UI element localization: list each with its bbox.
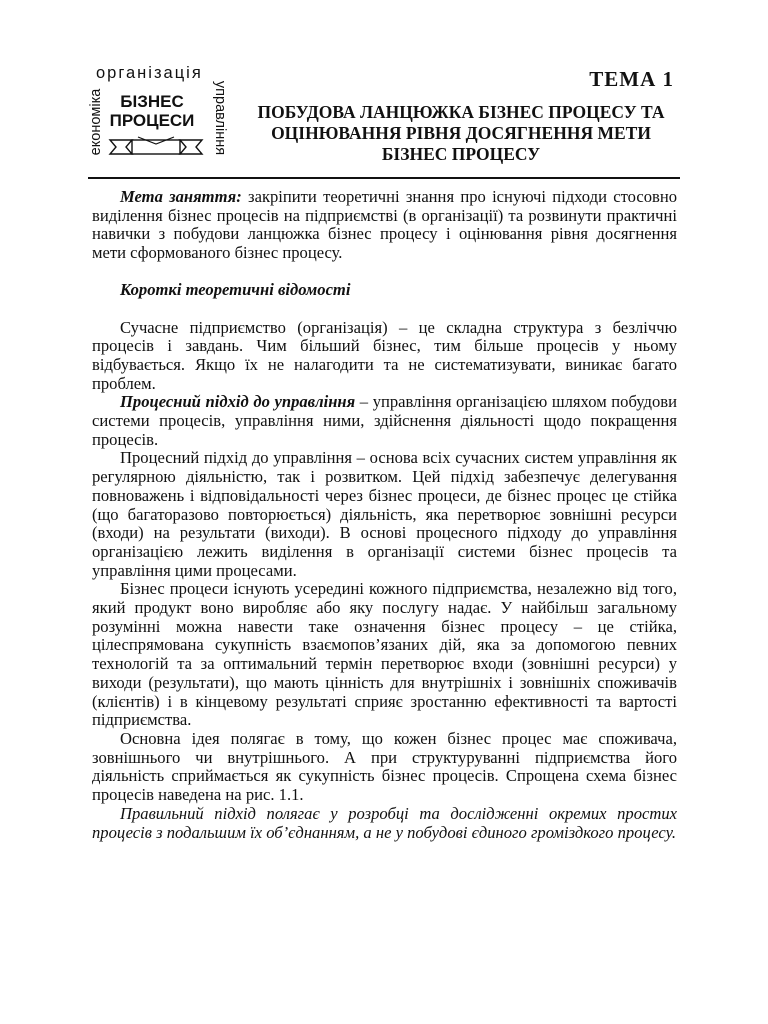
paragraph-4: Бізнес процеси існують усередині кожного підприємства, незалежно від того, який продукт воно виробляє або яку послугу надає. У найбільш загальному розумінні можна навести таке означення бізнес процесу – це стійка, цілеспрямована сукупність взаємопов’язаних дій, яка за допомогою певних технологій та за оптимальний термін перетворює входи (зовнішні ресурси) у виходи (результати), що мають цінність для внутрішніх і зовнішніх споживачів (клієнтів) і в кінцевому результаті сприяє зростанню ефективності та вартості підприємства. [92,579,677,730]
page-title [244,102,678,165]
logo-center-text [106,92,198,130]
header-divider [88,177,680,179]
title-line-1: ПОБУДОВА ЛАНЦЮЖКА БІЗНЕС ПРОЦЕСУ ТА [257,102,665,122]
goal-paragraph [92,188,677,263]
title-line-3: БІЗНЕС ПРОЦЕСУ [381,144,541,164]
paragraph-1: Сучасне підприємство (організація) – це складна структура з безліччю процесів і завдань. Чим більший бізнес, тим більше процесів у ньому відбувається. Якщо їх не налагодити та не систематизувати, виникає багато проблем. [92,317,677,393]
logo-center-line1: БІЗНЕС [120,92,184,111]
theme-number: ТЕМА 1 [589,67,674,91]
logo-top-text: організація [96,64,203,82]
section-heading: Короткі теоретичні відомості [120,279,351,299]
process-approach-term: Процесний підхід до управління [120,392,356,412]
logo [88,64,228,166]
paragraph-3: Процесний підхід до управління – основа всіх сучасних систем управління як регулярною діяльністю, так і розвитком. Цей підхід забезпечує делегування повноважень і відповідальності через бізнес процеси, де бізнес процес це стійка (що багаторазово повторюється) діяльність, яка перетворює зовнішні ресурси (входи) на результати (виходи). В основі процесного підходу до управління організацією лежить виділення в організації системи бізнес процесів та управління цими процесами. [92,448,677,580]
goal-text: закріпити теоретичні знання про існуючі підходи стосовно виділення бізнес процесів на підприємстві (в організації) та розвинути практичні навички з побудови ланцюжка бізнес процесу і оцінювання рівня досягнення мети сформованого бізнес процесу. [92,187,677,263]
paragraph-6: Правильний підхід полягає у розробці та дослідженні окремих простих процесів з подальшим їх об’єднанням, а не у побудові єдиного громіздкого процесу. [92,803,677,842]
paragraph-2-text: – управління організацією шляхом побудови системи процесів, управління ними, здійснення діяльності щодо покращення процесів. [92,392,677,449]
paragraph-2 [92,393,677,449]
paragraph-5: Основна ідея полягає в тому, що кожен бізнес процес має споживача, зовнішнього чи внутрішнього. А при структуруванні підприємства його діяльність сприймається як сукупність бізнес процесів. Спрощена схема бізнес процесів наведена на рис. 1.1. [92,728,677,805]
logo-left-text: економіка [88,88,104,156]
logo-center-line2: ПРОЦЕСИ [109,111,195,130]
logo-arrows-icon [108,134,204,160]
document-body [92,188,677,842]
goal-label: Мета заняття: [120,187,242,206]
logo-right-text: управління [212,80,228,156]
title-line-2: ОЦІНЮВАННЯ РІВНЯ ДОСЯГНЕННЯ МЕТИ [271,123,651,143]
